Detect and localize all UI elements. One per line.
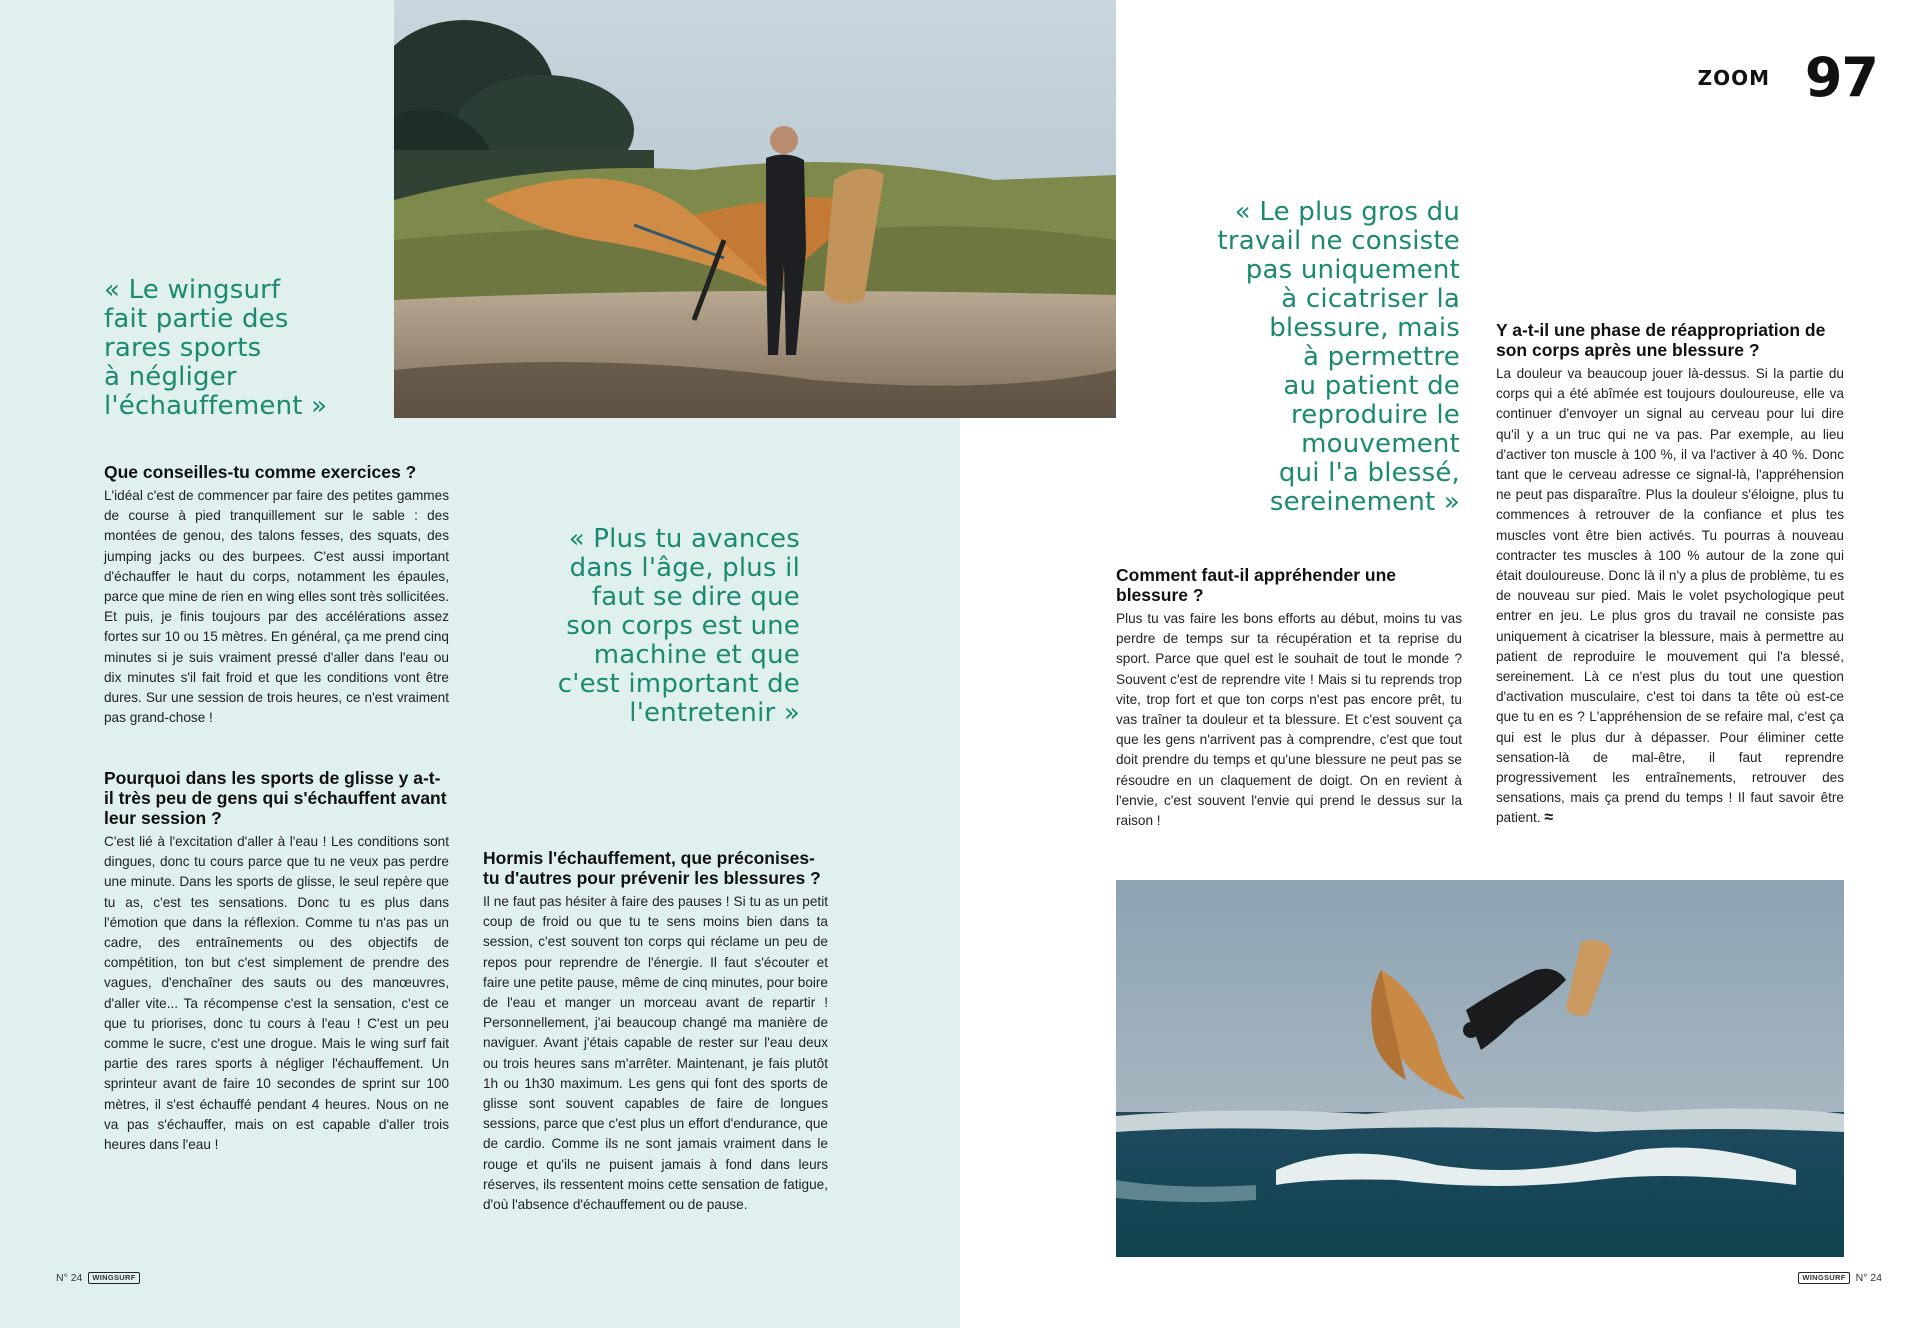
pull-quote-line: reproduire le bbox=[1290, 400, 1460, 430]
photo-rider-jump bbox=[1116, 880, 1844, 1257]
pull-quote-line: au patient de bbox=[1283, 371, 1460, 401]
pull-quote-line: machine et que bbox=[593, 640, 800, 670]
pull-quote-line: son corps est une bbox=[566, 611, 800, 641]
folio-right bbox=[1798, 1272, 1882, 1284]
pull-quote-line: fait partie des bbox=[104, 304, 289, 334]
pull-quote-line: travail ne consiste bbox=[1217, 226, 1460, 256]
pull-quote-line: faut se dire que bbox=[591, 582, 800, 612]
pull-quote-line: « Le plus gros du bbox=[1234, 197, 1460, 227]
pull-quote-line: l'entretenir » bbox=[629, 698, 800, 728]
section-label: ZOOM bbox=[1697, 66, 1770, 90]
pull-quote-line: blessure, mais bbox=[1269, 313, 1460, 343]
qa-block-reappropriation bbox=[1496, 320, 1844, 829]
pull-quote-line: c'est important de bbox=[557, 669, 800, 699]
brand-logo: WINGSURF bbox=[88, 1272, 139, 1284]
pull-quote-line: à cicatriser la bbox=[1281, 284, 1460, 314]
pull-quote-line: « Plus tu avances bbox=[568, 524, 800, 554]
pull-quote-line: sereinement » bbox=[1269, 487, 1460, 517]
pull-quote-line: à permettre bbox=[1303, 342, 1460, 372]
qa-block-prevention bbox=[483, 848, 828, 1215]
issue-number: N° 24 bbox=[56, 1272, 83, 1284]
answer-text bbox=[1496, 364, 1844, 829]
answer-text: Il ne faut pas hésiter à faire des pauses ! Si tu as un petit coup de froid ou que tu te sens moins bien dans ta session, c'est souvent ton corps qui réclame un peu de repos pour reprendre de l'énergie. Il faut s'écouter et faire une petite pause, même de cinq minutes, pour boire de l'eau et manger un morceau avant de repartir ! Personnellement, j'ai beaucoup changé ma manière de naviguer. Avant j'étais capable de rester sur l'eau deux ou trois heures sans m'arrêter. Maintenant, je fais plutôt 1h ou 1h30 maximum. Les gens qui font des sports de glisse sont souvent capables de faire de longues sessions, parce que c'est plus un effort d'endurance, que de cardio. Comme ils ne sont jamais vraiment dans le rouge et qu'ils ne puisent jamais à fond dans leurs réserves, ils ressentent moins cette sensation de fatigue, d'où l'absence d'échauffement ou de pause. bbox=[483, 894, 828, 1213]
pull-quote-line: mouvement bbox=[1301, 429, 1460, 459]
qa-block-injury bbox=[1116, 565, 1462, 831]
pull-quote-line: qui l'a blessé, bbox=[1278, 458, 1460, 488]
brand-logo: WINGSURF bbox=[1798, 1272, 1849, 1284]
wave-icon: ≈ bbox=[1544, 809, 1554, 827]
pull-quote-1 bbox=[104, 276, 327, 421]
pull-quote-line: rares sports bbox=[104, 333, 262, 363]
pull-quote-line: pas uniquement bbox=[1245, 255, 1460, 285]
pull-quote-line: à négliger bbox=[104, 362, 237, 392]
pull-quote-3 bbox=[1160, 198, 1460, 517]
question-heading: Pourquoi dans les sports de glisse y a-t-il très peu de gens qui s'échauffent avant leur session ? bbox=[104, 768, 447, 828]
question-heading: Y a-t-il une phase de réappropriation de son corps après une blessure ? bbox=[1496, 320, 1826, 360]
qa-block-warmup bbox=[104, 768, 449, 1155]
issue-number: N° 24 bbox=[1855, 1272, 1882, 1284]
answer-body: La douleur va beaucoup jouer là-dessus. Si la partie du corps qui a été abîmée est toujours douloureuse, elle va continuer d'envoyer un signal au cerveau pour lui dire qu'il y a un truc qui ne va pas. Par exemple, au lieu d'activer ton muscle à 100 %, il va l'activer à 40 %. Donc tant que le cerveau adresse ce signal-là, l'appréhension ne peut pas disparaître. Plus la douleur s'éloigne, plus tu commences à retrouver de la confiance et plus tes muscles vont être bien activés. Tu pourras à nouveau contracter tes muscles à 100 % autour de la zone qui était douloureuse. Donc là il n'y a plus de problème, tu es de nouveau sur pied. Mais le volet psychologique peut entrer en jeu. Le plus gros du travail ne consiste pas uniquement à cicatriser la blessure, mais à permettre au patient de reproduire le mouvement qui l'a blessé, sereinement. Là ce n'est plus du tout une question d'activation musculaire, c'est toi dans ta tête où est-ce que tu en es ? L'appréhension de se refaire mal, c'est ça qui est le plus dur à dépasser. Pour éliminer cette sensation-là de mal-être, il faut reprendre progressivement les entraînements, retrouver des sensations, mais ça prend du temps ! Il faut savoir être patient. bbox=[1496, 366, 1844, 826]
question-heading: Que conseilles-tu comme exercices ? bbox=[104, 462, 417, 482]
folio-left bbox=[56, 1272, 140, 1284]
question-heading: Comment faut-il appréhender une blessure ? bbox=[1116, 565, 1397, 605]
answer-text: Plus tu vas faire les bons efforts au début, moins tu vas perdre de temps sur ta récupération et ta reprise du sport. Parce que quel est le souhait de tout le monde ? Souvent c'est de reprendre vite ! Mais si tu reprends trop vite, trop fort et que ton corps n'est pas encore prêt, tu vas traîner ta douleur et ta blessure. Et c'est souvent ça que les gens n'arrivent pas à comprendre, c'est que tout doit prendre du temps et qu'une blessure ne peut pas se résoudre en un claquement de doigt. On en revient à l'envie, c'est souvent l'envie qui prend le dessus sur la raison ! bbox=[1116, 611, 1462, 829]
pull-quote-2 bbox=[500, 525, 800, 728]
answer-text: C'est lié à l'excitation d'aller à l'eau ! Les conditions sont dingues, donc tu cours parce que tu ne veux pas perdre une minute. Dans les sports de glisse, le seul repère que tu as, c'est tes sensations. Donc tu es plus dans l'émotion que dans la réflexion. Comme tu n'as pas un cadre, des entraînements ou des objectifs de compétition, ton but c'est simplement de prendre des vagues, d'enchaîner des sauts ou des manœuvres, d'aller vite... Ta récompense c'est la sensation, c'est ce que tu priorises, donc tu cours à l'eau ! C'est un peu comme le sucre, c'est une drogue. Mais le wing surf fait partie des rares sports à négliger l'échauffement. Un sprinteur avant de faire 10 secondes de sprint sur 100 mètres, il s'est échauffé pendant 4 heures. Nous on ne va pas s'échauffer, mais on est capable d'aller trois heures dans l'eau ! bbox=[104, 834, 449, 1153]
pull-quote-line: « Le wingsurf bbox=[104, 275, 281, 305]
qa-block-exercises bbox=[104, 462, 449, 728]
photo-rider-beach bbox=[394, 0, 1116, 418]
pull-quote-line: dans l'âge, plus il bbox=[569, 553, 800, 583]
pull-quote-line: l'échauffement » bbox=[104, 391, 328, 421]
question-heading: Hormis l'échauffement, que préconises-tu d'autres pour prévenir les blessures ? bbox=[483, 848, 821, 888]
page-number: 97 bbox=[1804, 46, 1878, 109]
answer-text: L'idéal c'est de commencer par faire des petites gammes de course à pied tranquillement sur le sable : des montées de genou, des talons fesses, des squats, des jumping jacks ou des burpees. C'est aussi important d'échauffer le haut du corps, notamment les épaules, parce que mine de rien en wing elles sont très sollicitées. Et puis, je finis toujours par des accélérations assez fortes sur 10 ou 15 mètres. En général, ça me prend cinq minutes si je suis vraiment pressé d'aller dans l'eau ou dix minutes s'il fait froid et que les conditions vont être dures. Sur une session de trois heures, ce n'est vraiment pas grand-chose ! bbox=[104, 488, 449, 726]
